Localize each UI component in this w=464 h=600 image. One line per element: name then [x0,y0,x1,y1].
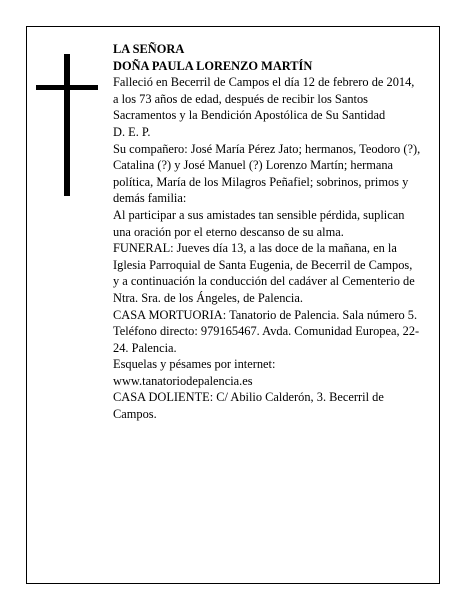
prayer-request: Al participar a sus amistades tan sensible pérdida, suplican una oración por el eterno descanso de su alma. [113,207,405,239]
mortuary-info: CASA MORTUORIA: Tanatorio de Palencia. Sala número 5. Teléfono directo: 979165467. Avda. Comunidad Europea, 22-24. Palencia. [113,307,420,355]
deceased-name: DOÑA PAULA LORENZO MARTÍN [113,58,313,73]
online-label: Esquelas y pésames por internet: [113,357,276,372]
funeral-info: FUNERAL: Jueves día 13, a las doce de la mañana, en la Iglesia Parroquial de Santa Eugenia, de Becerril de Campos, y a continuación la conducción del cadáver al Cementerio de Ntra. Sra. de los Ángeles, de Palencia. [113,241,415,305]
cross-horizontal-bar [36,85,98,90]
cross-icon [36,54,98,196]
dep-line: D. E. P. [113,124,151,139]
obituary-text [113,41,421,423]
online-url: www.tanatoriodepalencia.es [113,373,253,388]
family-list: Su compañero: José María Pérez Jato; hermanos, Teodoro (?), Catalina (?) y José Manuel (?) Lorenzo Martín; hermana política, María de los Milagros Peñafiel; sobrinos, primos y demás familia: [113,141,421,206]
cross-vertical-bar [64,54,70,196]
title-line-1: LA SEÑORA [113,42,185,56]
bereaved-home: CASA DOLIENTE: C/ Abilio Calderón, 3. Becerril de Campos. [113,390,384,422]
death-info: Falleció en Becerril de Campos el día 12 de febrero de 2014, a los 73 años de edad, después de recibir los Santos Sacramentos y la Bendición Apostólica de Su Santidad [113,75,415,123]
